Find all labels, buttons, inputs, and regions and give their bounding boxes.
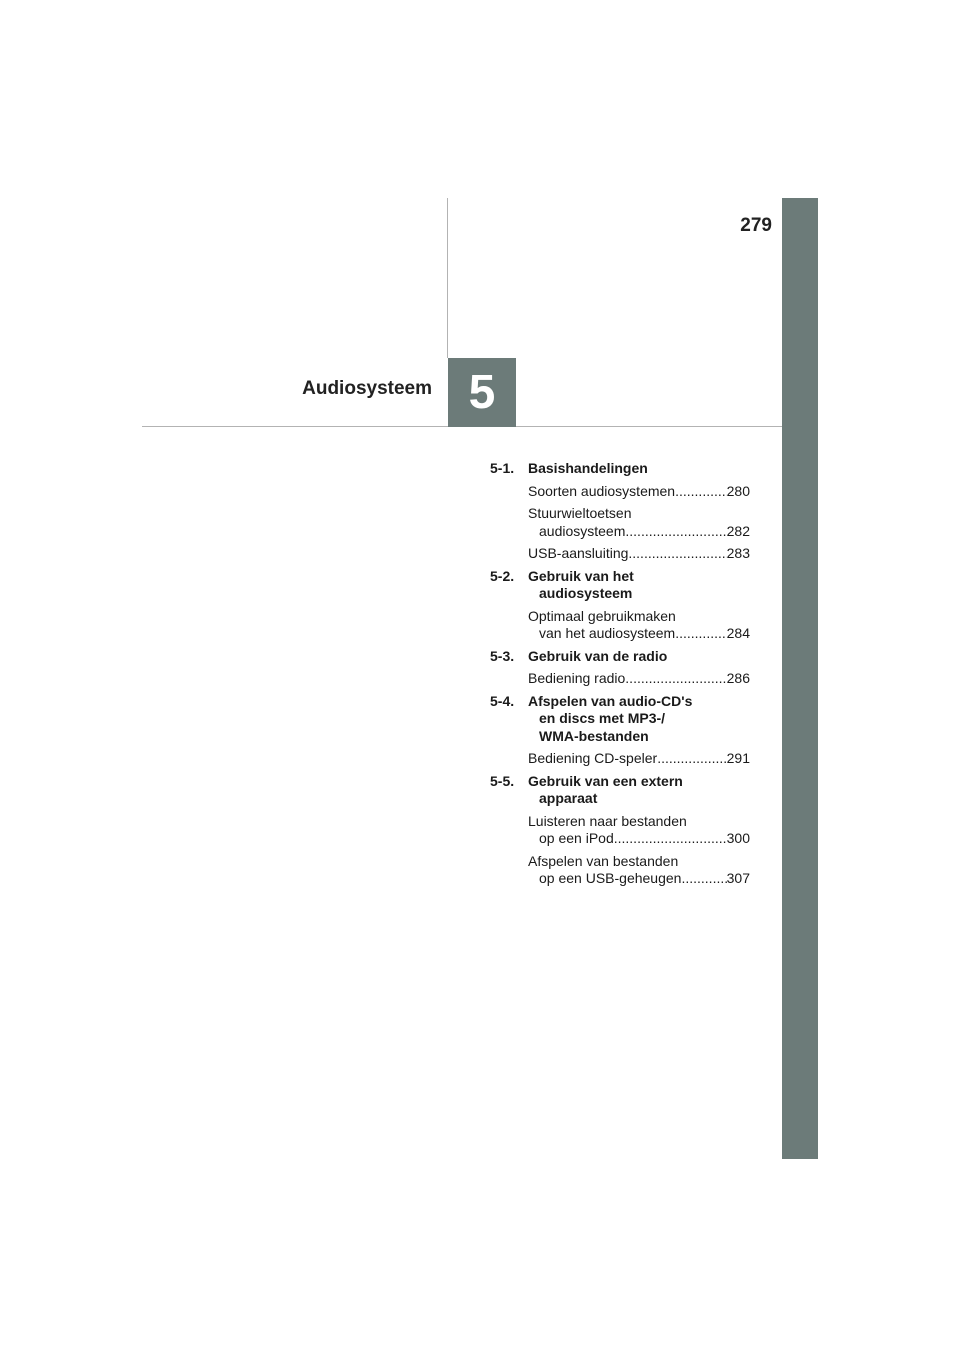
section-title: WMA-bestanden <box>539 727 649 744</box>
section-title: apparaat <box>539 790 598 806</box>
section-title: Gebruik van de radio <box>528 647 668 664</box>
toc-entry[interactable] <box>490 505 750 540</box>
chapter-number-box: 5 <box>448 358 516 427</box>
leader-dots <box>675 625 726 643</box>
toc-entry[interactable] <box>490 545 750 563</box>
entry-title: Stuurwieltoetsen <box>528 505 632 521</box>
entry-title: op een USB-geheugen <box>539 870 682 886</box>
toc-section-5-1[interactable] <box>490 460 750 478</box>
entry-page: 300 <box>726 830 750 846</box>
table-of-contents <box>490 460 750 893</box>
toc-entry[interactable] <box>490 853 750 888</box>
section-number: 5-3. <box>490 647 515 664</box>
entry-title: Afspelen van bestanden <box>528 852 679 869</box>
entry-title: Bediening CD-speler <box>528 750 658 766</box>
leader-dots <box>628 545 726 563</box>
page-number: 279 <box>740 215 772 236</box>
entry-title: Luisteren naar bestanden <box>528 812 687 829</box>
toc-entry[interactable] <box>490 750 750 768</box>
entry-page: 284 <box>726 625 750 641</box>
leader-dots <box>614 830 727 848</box>
entry-title: Bediening radio <box>528 670 626 686</box>
entry-page: 280 <box>726 482 750 499</box>
entry-page: 283 <box>726 545 750 561</box>
section-title: Gebruik van een extern <box>528 772 683 789</box>
section-title: audiosysteem <box>539 585 633 601</box>
section-number: 5-5. <box>490 772 515 789</box>
chapter-thumb-tab <box>782 198 818 1159</box>
toc-entry[interactable] <box>490 813 750 848</box>
section-number: 5-4. <box>490 692 515 709</box>
chapter-title: Audiosysteem <box>302 378 432 399</box>
entry-page: 307 <box>726 870 750 886</box>
section-title: Basishandelingen <box>528 460 648 476</box>
toc-entry[interactable] <box>490 608 750 643</box>
toc-section-5-5[interactable] <box>490 773 750 808</box>
entry-title: USB-aansluiting <box>528 545 629 561</box>
section-title: Afspelen van audio-CD's <box>528 692 693 709</box>
section-title: Gebruik van het <box>528 567 634 584</box>
toc-section-5-3[interactable] <box>490 648 750 666</box>
entry-page: 286 <box>726 670 750 686</box>
section-title: en discs met MP3-/ <box>539 710 666 726</box>
toc-section-5-4[interactable] <box>490 693 750 746</box>
leader-dots <box>625 523 726 541</box>
entry-page: 291 <box>726 750 750 766</box>
toc-entry[interactable] <box>490 483 750 501</box>
leader-dots <box>675 483 727 501</box>
toc-section-5-2[interactable] <box>490 568 750 603</box>
entry-title: op een iPod <box>539 830 614 846</box>
toc-entry[interactable] <box>490 670 750 688</box>
entry-title: van het audiosysteem <box>539 625 676 641</box>
section-number: 5-1. <box>490 460 515 476</box>
vertical-divider <box>447 198 448 358</box>
entry-title: Optimaal gebruikmaken <box>528 607 676 624</box>
leader-dots <box>625 670 726 688</box>
entry-title: Soorten audiosystemen <box>528 482 676 499</box>
entry-page: 282 <box>726 522 750 539</box>
section-number: 5-2. <box>490 567 515 584</box>
leader-dots <box>657 750 726 768</box>
entry-title: audiosysteem <box>539 522 626 539</box>
leader-dots <box>681 870 726 888</box>
